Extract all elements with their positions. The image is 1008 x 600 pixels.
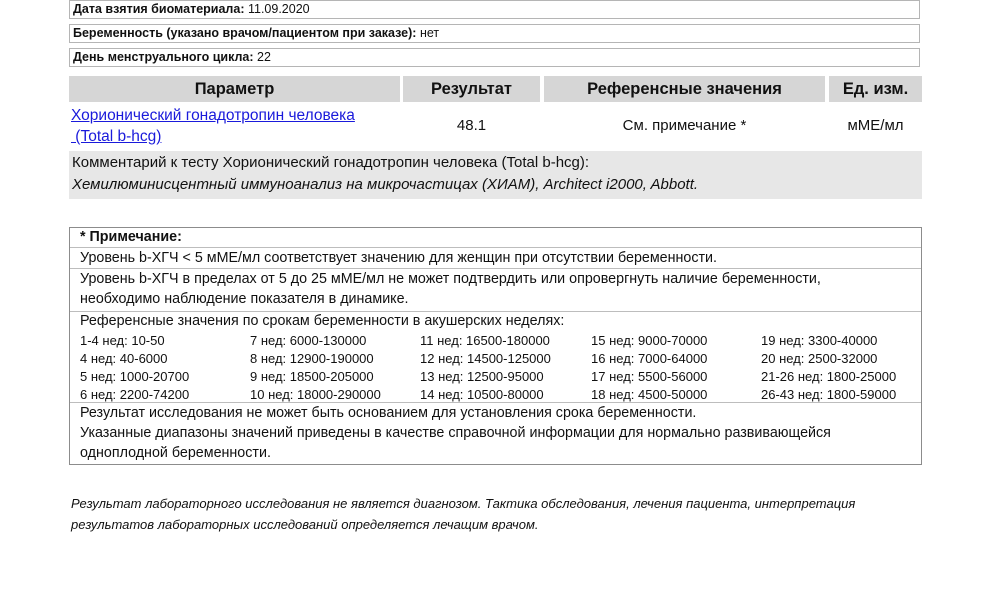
parameter-link[interactable]: [71, 105, 401, 147]
test-comment: [69, 151, 922, 199]
reference-weeks-title: Референсные значения по срокам беременности в акушерских неделях:: [80, 313, 565, 329]
note-line-2b: необходимо наблюдение показателя в динамике.: [80, 291, 409, 307]
parameter-code: (Total b-hcg): [71, 128, 162, 145]
parameter-cell: [71, 105, 401, 147]
biomaterial-date-field: [69, 0, 920, 19]
note-line-1-row: [70, 248, 921, 269]
week-range: 18 нед: 4500-50000: [591, 387, 708, 402]
week-range: 6 нед: 2200-74200: [80, 387, 190, 402]
pregnancy-value: нет: [419, 26, 440, 40]
reference-value: См. примечание *: [622, 117, 747, 134]
note-title-row: [70, 228, 921, 248]
week-range: 14 нед: 10500-80000: [420, 387, 544, 402]
week-range: 9 нед: 18500-205000: [250, 369, 374, 384]
disclaimer-line-1: Результат лабораторного исследования не является диагнозом. Тактика обследования, лечения пациента, интерпретация: [71, 496, 856, 511]
week-range: 13 нед: 12500-95000: [420, 369, 544, 384]
note-line-2a: Уровень b-ХГЧ в пределах от 5 до 25 мМЕ/мл не может подтвердить или опровергнуть наличие беременности,: [80, 271, 821, 287]
note-title: * Примечание:: [80, 229, 182, 245]
biomaterial-date-label: Дата взятия биоматериала:: [73, 2, 245, 16]
note-line-2-row: [70, 269, 921, 312]
week-range: 19 нед: 3300-40000: [761, 333, 878, 348]
week-range: 8 нед: 12900-190000: [250, 351, 374, 366]
cycle-day-field: [69, 48, 920, 67]
unit-value: мМЕ/мл: [847, 117, 904, 134]
note-line-4b: одноплодной беременности.: [80, 445, 271, 461]
week-range: 21-26 нед: 1800-25000: [761, 369, 897, 384]
note-line-1: Уровень b-ХГЧ < 5 мМЕ/мл соответствует значению для женщин при отсутствии беременности.: [80, 250, 718, 266]
note-line-3: Результат исследования не может быть основанием для установления срока беременности.: [80, 405, 697, 421]
week-range: 26-43 нед: 1800-59000: [761, 387, 897, 402]
week-range: 10 нед: 18000-290000: [250, 387, 381, 402]
pregnancy-field: [69, 24, 920, 43]
week-range: 5 нед: 1000-20700: [80, 369, 190, 384]
header-reference: Референсные значения: [544, 76, 825, 102]
disclaimer-line-2: результатов лабораторных исследований определяется лечащим врачом.: [71, 517, 539, 532]
pregnancy-label: Беременность (указано врачом/пациентом при заказе):: [73, 26, 417, 40]
biomaterial-date-value: 11.09.2020: [247, 2, 310, 16]
parameter-name: Хорионический гонадотропин человека: [71, 107, 355, 124]
week-range: 17 нед: 5500-56000: [591, 369, 708, 384]
comment-text: Хемилюминисцентный иммуноанализ на микрочастицах (ХИАМ), Architect i2000, Abbott.: [72, 176, 699, 193]
comment-title: Комментарий к тесту Хорионический гонадотропин человека (Total b-hcg):: [72, 154, 590, 171]
week-range: 20 нед: 2500-32000: [761, 351, 878, 366]
header-result: Результат: [403, 76, 540, 102]
cycle-day-value: 22: [257, 50, 271, 64]
week-range: 12 нед: 14500-125000: [420, 351, 551, 366]
note-conclusion-row: [70, 403, 921, 465]
note-box: [69, 227, 922, 465]
note-line-4a: Указанные диапазоны значений приведены в качестве справочной информации для нормально развивающейся: [80, 425, 831, 441]
cycle-day-label: День менструального цикла:: [73, 50, 254, 64]
result-value: 48.1: [456, 117, 487, 134]
week-range: 1-4 нед: 10-50: [80, 333, 165, 348]
disclaimer: [71, 493, 931, 535]
week-range: 7 нед: 6000-130000: [250, 333, 367, 348]
header-parameter: Параметр: [69, 76, 400, 102]
week-range: 4 нед: 40-6000: [80, 351, 168, 366]
week-range: 15 нед: 9000-70000: [591, 333, 708, 348]
header-unit: Ед. изм.: [829, 76, 922, 102]
week-range: 16 нед: 7000-64000: [591, 351, 708, 366]
week-range: 11 нед: 16500-180000: [420, 333, 550, 348]
